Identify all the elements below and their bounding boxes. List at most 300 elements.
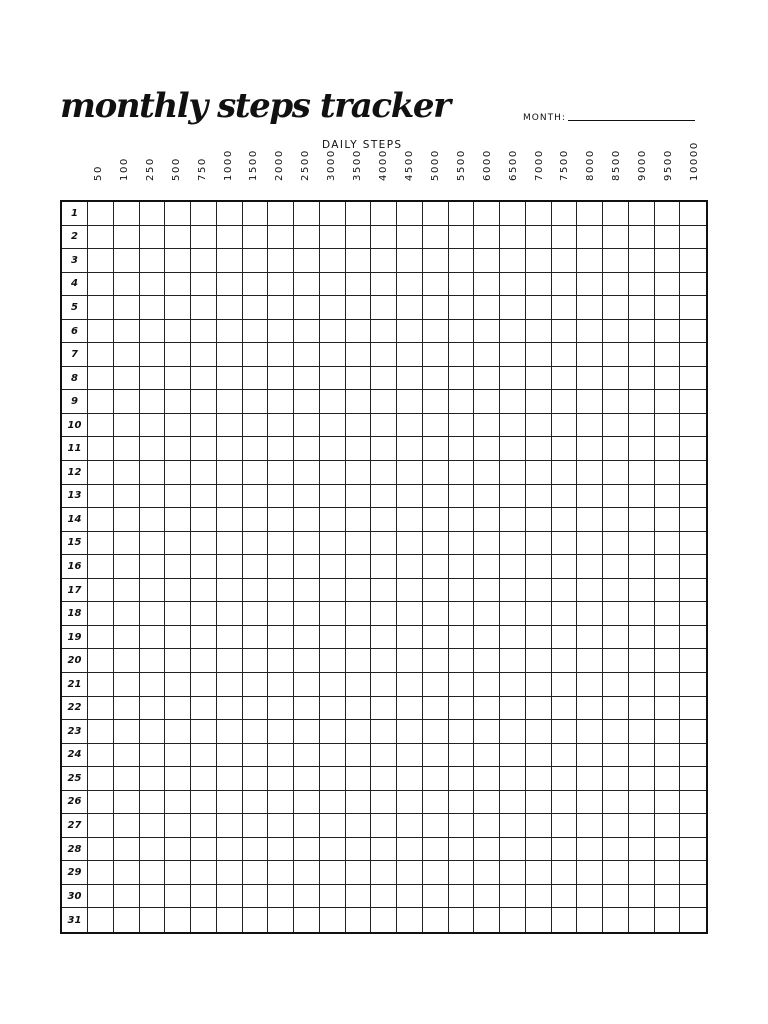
step-cell[interactable] <box>140 485 166 509</box>
step-cell[interactable] <box>526 461 552 485</box>
step-cell[interactable] <box>552 767 578 791</box>
step-cell[interactable] <box>500 838 526 862</box>
step-cell[interactable] <box>88 202 114 226</box>
step-cell[interactable] <box>346 838 372 862</box>
step-cell[interactable] <box>294 908 320 932</box>
step-cell[interactable] <box>346 343 372 367</box>
step-cell[interactable] <box>140 908 166 932</box>
step-cell[interactable] <box>655 437 681 461</box>
step-cell[interactable] <box>243 861 269 885</box>
step-cell[interactable] <box>294 437 320 461</box>
step-cell[interactable] <box>191 367 217 391</box>
step-cell[interactable] <box>423 697 449 721</box>
step-cell[interactable] <box>397 273 423 297</box>
step-cell[interactable] <box>346 508 372 532</box>
step-cell[interactable] <box>474 273 500 297</box>
step-cell[interactable] <box>346 555 372 579</box>
step-cell[interactable] <box>371 838 397 862</box>
step-cell[interactable] <box>526 649 552 673</box>
step-cell[interactable] <box>603 461 629 485</box>
step-cell[interactable] <box>552 343 578 367</box>
step-cell[interactable] <box>268 767 294 791</box>
step-cell[interactable] <box>552 202 578 226</box>
step-cell[interactable] <box>371 861 397 885</box>
step-cell[interactable] <box>140 226 166 250</box>
step-cell[interactable] <box>268 673 294 697</box>
step-cell[interactable] <box>526 532 552 556</box>
step-cell[interactable] <box>680 838 706 862</box>
step-cell[interactable] <box>371 673 397 697</box>
step-cell[interactable] <box>191 720 217 744</box>
step-cell[interactable] <box>371 320 397 344</box>
step-cell[interactable] <box>191 861 217 885</box>
step-cell[interactable] <box>397 343 423 367</box>
step-cell[interactable] <box>346 861 372 885</box>
step-cell[interactable] <box>140 885 166 909</box>
step-cell[interactable] <box>217 720 243 744</box>
step-cell[interactable] <box>114 767 140 791</box>
step-cell[interactable] <box>680 226 706 250</box>
step-cell[interactable] <box>165 861 191 885</box>
step-cell[interactable] <box>294 273 320 297</box>
step-cell[interactable] <box>397 908 423 932</box>
step-cell[interactable] <box>680 673 706 697</box>
step-cell[interactable] <box>423 908 449 932</box>
step-cell[interactable] <box>243 532 269 556</box>
step-cell[interactable] <box>371 390 397 414</box>
step-cell[interactable] <box>655 579 681 603</box>
step-cell[interactable] <box>114 649 140 673</box>
step-cell[interactable] <box>577 838 603 862</box>
step-cell[interactable] <box>680 555 706 579</box>
step-cell[interactable] <box>397 390 423 414</box>
step-cell[interactable] <box>371 202 397 226</box>
step-cell[interactable] <box>114 602 140 626</box>
step-cell[interactable] <box>114 673 140 697</box>
step-cell[interactable] <box>629 461 655 485</box>
step-cell[interactable] <box>526 697 552 721</box>
step-cell[interactable] <box>294 390 320 414</box>
step-cell[interactable] <box>165 273 191 297</box>
step-cell[interactable] <box>526 367 552 391</box>
step-cell[interactable] <box>320 226 346 250</box>
step-cell[interactable] <box>526 814 552 838</box>
step-cell[interactable] <box>243 720 269 744</box>
step-cell[interactable] <box>680 461 706 485</box>
step-cell[interactable] <box>449 767 475 791</box>
step-cell[interactable] <box>114 697 140 721</box>
step-cell[interactable] <box>140 273 166 297</box>
step-cell[interactable] <box>603 673 629 697</box>
step-cell[interactable] <box>603 885 629 909</box>
step-cell[interactable] <box>577 602 603 626</box>
step-cell[interactable] <box>500 861 526 885</box>
step-cell[interactable] <box>346 532 372 556</box>
step-cell[interactable] <box>243 602 269 626</box>
step-cell[interactable] <box>474 885 500 909</box>
step-cell[interactable] <box>500 273 526 297</box>
step-cell[interactable] <box>500 673 526 697</box>
step-cell[interactable] <box>449 744 475 768</box>
step-cell[interactable] <box>603 226 629 250</box>
step-cell[interactable] <box>552 861 578 885</box>
step-cell[interactable] <box>243 343 269 367</box>
step-cell[interactable] <box>680 720 706 744</box>
step-cell[interactable] <box>449 508 475 532</box>
step-cell[interactable] <box>474 908 500 932</box>
step-cell[interactable] <box>268 249 294 273</box>
step-cell[interactable] <box>371 296 397 320</box>
step-cell[interactable] <box>680 791 706 815</box>
step-cell[interactable] <box>526 626 552 650</box>
step-cell[interactable] <box>474 414 500 438</box>
step-cell[interactable] <box>114 226 140 250</box>
step-cell[interactable] <box>526 343 552 367</box>
step-cell[interactable] <box>191 697 217 721</box>
step-cell[interactable] <box>217 838 243 862</box>
step-cell[interactable] <box>140 579 166 603</box>
step-cell[interactable] <box>526 437 552 461</box>
step-cell[interactable] <box>191 744 217 768</box>
step-cell[interactable] <box>140 249 166 273</box>
step-cell[interactable] <box>165 367 191 391</box>
step-cell[interactable] <box>680 885 706 909</box>
step-cell[interactable] <box>449 343 475 367</box>
step-cell[interactable] <box>165 814 191 838</box>
step-cell[interactable] <box>165 390 191 414</box>
step-cell[interactable] <box>191 485 217 509</box>
step-cell[interactable] <box>217 343 243 367</box>
step-cell[interactable] <box>629 744 655 768</box>
step-cell[interactable] <box>577 861 603 885</box>
step-cell[interactable] <box>294 744 320 768</box>
step-cell[interactable] <box>500 697 526 721</box>
step-cell[interactable] <box>423 861 449 885</box>
step-cell[interactable] <box>346 908 372 932</box>
step-cell[interactable] <box>268 320 294 344</box>
step-cell[interactable] <box>423 720 449 744</box>
step-cell[interactable] <box>217 296 243 320</box>
step-cell[interactable] <box>680 273 706 297</box>
step-cell[interactable] <box>294 720 320 744</box>
step-cell[interactable] <box>140 697 166 721</box>
step-cell[interactable] <box>603 861 629 885</box>
step-cell[interactable] <box>371 697 397 721</box>
step-cell[interactable] <box>552 555 578 579</box>
step-cell[interactable] <box>680 343 706 367</box>
step-cell[interactable] <box>397 602 423 626</box>
step-cell[interactable] <box>526 908 552 932</box>
step-cell[interactable] <box>526 579 552 603</box>
step-cell[interactable] <box>140 320 166 344</box>
step-cell[interactable] <box>320 767 346 791</box>
step-cell[interactable] <box>294 697 320 721</box>
step-cell[interactable] <box>88 249 114 273</box>
step-cell[interactable] <box>655 343 681 367</box>
step-cell[interactable] <box>191 838 217 862</box>
step-cell[interactable] <box>114 461 140 485</box>
step-cell[interactable] <box>294 485 320 509</box>
step-cell[interactable] <box>577 579 603 603</box>
step-cell[interactable] <box>217 555 243 579</box>
step-cell[interactable] <box>191 437 217 461</box>
step-cell[interactable] <box>474 814 500 838</box>
step-cell[interactable] <box>217 579 243 603</box>
step-cell[interactable] <box>140 437 166 461</box>
step-cell[interactable] <box>449 626 475 650</box>
step-cell[interactable] <box>165 343 191 367</box>
step-cell[interactable] <box>603 767 629 791</box>
step-cell[interactable] <box>243 390 269 414</box>
step-cell[interactable] <box>243 791 269 815</box>
step-cell[interactable] <box>243 649 269 673</box>
step-cell[interactable] <box>268 908 294 932</box>
step-cell[interactable] <box>88 508 114 532</box>
step-cell[interactable] <box>655 767 681 791</box>
step-cell[interactable] <box>577 791 603 815</box>
step-cell[interactable] <box>680 579 706 603</box>
step-cell[interactable] <box>397 555 423 579</box>
step-cell[interactable] <box>320 861 346 885</box>
step-cell[interactable] <box>114 861 140 885</box>
step-cell[interactable] <box>449 555 475 579</box>
step-cell[interactable] <box>423 791 449 815</box>
step-cell[interactable] <box>165 296 191 320</box>
step-cell[interactable] <box>294 320 320 344</box>
step-cell[interactable] <box>243 437 269 461</box>
step-cell[interactable] <box>629 579 655 603</box>
step-cell[interactable] <box>88 673 114 697</box>
step-cell[interactable] <box>371 602 397 626</box>
step-cell[interactable] <box>165 320 191 344</box>
step-cell[interactable] <box>500 814 526 838</box>
step-cell[interactable] <box>552 485 578 509</box>
step-cell[interactable] <box>423 367 449 391</box>
step-cell[interactable] <box>680 814 706 838</box>
step-cell[interactable] <box>655 697 681 721</box>
step-cell[interactable] <box>88 343 114 367</box>
step-cell[interactable] <box>191 555 217 579</box>
step-cell[interactable] <box>680 390 706 414</box>
step-cell[interactable] <box>680 296 706 320</box>
step-cell[interactable] <box>191 814 217 838</box>
step-cell[interactable] <box>423 343 449 367</box>
step-cell[interactable] <box>243 555 269 579</box>
step-cell[interactable] <box>268 861 294 885</box>
step-cell[interactable] <box>88 602 114 626</box>
step-cell[interactable] <box>371 744 397 768</box>
step-cell[interactable] <box>629 649 655 673</box>
step-cell[interactable] <box>243 249 269 273</box>
step-cell[interactable] <box>165 791 191 815</box>
step-cell[interactable] <box>140 343 166 367</box>
step-cell[interactable] <box>629 885 655 909</box>
step-cell[interactable] <box>346 437 372 461</box>
step-cell[interactable] <box>88 744 114 768</box>
step-cell[interactable] <box>114 343 140 367</box>
step-cell[interactable] <box>577 508 603 532</box>
step-cell[interactable] <box>474 226 500 250</box>
step-cell[interactable] <box>603 485 629 509</box>
step-cell[interactable] <box>346 720 372 744</box>
step-cell[interactable] <box>88 437 114 461</box>
step-cell[interactable] <box>268 791 294 815</box>
step-cell[interactable] <box>474 838 500 862</box>
step-cell[interactable] <box>397 720 423 744</box>
step-cell[interactable] <box>449 296 475 320</box>
step-cell[interactable] <box>88 320 114 344</box>
step-cell[interactable] <box>552 720 578 744</box>
step-cell[interactable] <box>88 367 114 391</box>
step-cell[interactable] <box>320 508 346 532</box>
step-cell[interactable] <box>680 744 706 768</box>
step-cell[interactable] <box>655 320 681 344</box>
step-cell[interactable] <box>268 720 294 744</box>
step-cell[interactable] <box>526 673 552 697</box>
step-cell[interactable] <box>165 697 191 721</box>
step-cell[interactable] <box>320 626 346 650</box>
step-cell[interactable] <box>449 249 475 273</box>
step-cell[interactable] <box>680 508 706 532</box>
step-cell[interactable] <box>217 626 243 650</box>
step-cell[interactable] <box>603 791 629 815</box>
step-cell[interactable] <box>397 414 423 438</box>
step-cell[interactable] <box>629 626 655 650</box>
step-cell[interactable] <box>294 861 320 885</box>
step-cell[interactable] <box>114 249 140 273</box>
step-cell[interactable] <box>526 838 552 862</box>
step-cell[interactable] <box>114 485 140 509</box>
step-cell[interactable] <box>217 767 243 791</box>
step-cell[interactable] <box>655 908 681 932</box>
step-cell[interactable] <box>191 343 217 367</box>
step-cell[interactable] <box>474 532 500 556</box>
step-cell[interactable] <box>397 649 423 673</box>
step-cell[interactable] <box>526 273 552 297</box>
step-cell[interactable] <box>268 437 294 461</box>
step-cell[interactable] <box>165 202 191 226</box>
step-cell[interactable] <box>243 461 269 485</box>
step-cell[interactable] <box>243 508 269 532</box>
step-cell[interactable] <box>500 579 526 603</box>
step-cell[interactable] <box>474 202 500 226</box>
step-cell[interactable] <box>449 908 475 932</box>
step-cell[interactable] <box>423 320 449 344</box>
step-cell[interactable] <box>320 791 346 815</box>
step-cell[interactable] <box>680 532 706 556</box>
step-cell[interactable] <box>500 720 526 744</box>
step-cell[interactable] <box>294 532 320 556</box>
step-cell[interactable] <box>449 814 475 838</box>
step-cell[interactable] <box>320 649 346 673</box>
step-cell[interactable] <box>191 273 217 297</box>
step-cell[interactable] <box>88 485 114 509</box>
step-cell[interactable] <box>680 249 706 273</box>
step-cell[interactable] <box>114 885 140 909</box>
step-cell[interactable] <box>165 673 191 697</box>
step-cell[interactable] <box>526 226 552 250</box>
step-cell[interactable] <box>88 697 114 721</box>
step-cell[interactable] <box>320 202 346 226</box>
step-cell[interactable] <box>320 885 346 909</box>
step-cell[interactable] <box>629 390 655 414</box>
step-cell[interactable] <box>217 908 243 932</box>
step-cell[interactable] <box>217 532 243 556</box>
step-cell[interactable] <box>88 720 114 744</box>
step-cell[interactable] <box>165 649 191 673</box>
step-cell[interactable] <box>655 202 681 226</box>
step-cell[interactable] <box>680 602 706 626</box>
step-cell[interactable] <box>371 555 397 579</box>
step-cell[interactable] <box>371 343 397 367</box>
step-cell[interactable] <box>397 579 423 603</box>
step-cell[interactable] <box>603 367 629 391</box>
step-cell[interactable] <box>217 814 243 838</box>
step-cell[interactable] <box>88 626 114 650</box>
step-cell[interactable] <box>423 579 449 603</box>
step-cell[interactable] <box>191 908 217 932</box>
step-cell[interactable] <box>577 744 603 768</box>
step-cell[interactable] <box>423 202 449 226</box>
step-cell[interactable] <box>603 320 629 344</box>
step-cell[interactable] <box>423 226 449 250</box>
step-cell[interactable] <box>346 744 372 768</box>
step-cell[interactable] <box>165 626 191 650</box>
step-cell[interactable] <box>577 814 603 838</box>
step-cell[interactable] <box>191 885 217 909</box>
step-cell[interactable] <box>449 320 475 344</box>
step-cell[interactable] <box>268 555 294 579</box>
step-cell[interactable] <box>140 861 166 885</box>
step-cell[interactable] <box>268 626 294 650</box>
step-cell[interactable] <box>371 437 397 461</box>
step-cell[interactable] <box>268 414 294 438</box>
step-cell[interactable] <box>294 626 320 650</box>
step-cell[interactable] <box>191 414 217 438</box>
step-cell[interactable] <box>114 437 140 461</box>
step-cell[interactable] <box>243 579 269 603</box>
step-cell[interactable] <box>140 673 166 697</box>
step-cell[interactable] <box>140 720 166 744</box>
step-cell[interactable] <box>371 814 397 838</box>
step-cell[interactable] <box>423 437 449 461</box>
step-cell[interactable] <box>655 532 681 556</box>
step-cell[interactable] <box>397 885 423 909</box>
step-cell[interactable] <box>114 367 140 391</box>
step-cell[interactable] <box>268 602 294 626</box>
step-cell[interactable] <box>577 320 603 344</box>
step-cell[interactable] <box>371 273 397 297</box>
step-cell[interactable] <box>140 461 166 485</box>
step-cell[interactable] <box>552 791 578 815</box>
step-cell[interactable] <box>629 249 655 273</box>
step-cell[interactable] <box>629 343 655 367</box>
step-cell[interactable] <box>217 744 243 768</box>
step-cell[interactable] <box>371 249 397 273</box>
step-cell[interactable] <box>346 602 372 626</box>
step-cell[interactable] <box>449 226 475 250</box>
step-cell[interactable] <box>449 202 475 226</box>
step-cell[interactable] <box>165 744 191 768</box>
step-cell[interactable] <box>474 390 500 414</box>
step-cell[interactable] <box>474 320 500 344</box>
step-cell[interactable] <box>294 791 320 815</box>
step-cell[interactable] <box>114 320 140 344</box>
step-cell[interactable] <box>88 273 114 297</box>
step-cell[interactable] <box>526 861 552 885</box>
step-cell[interactable] <box>552 744 578 768</box>
step-cell[interactable] <box>217 885 243 909</box>
